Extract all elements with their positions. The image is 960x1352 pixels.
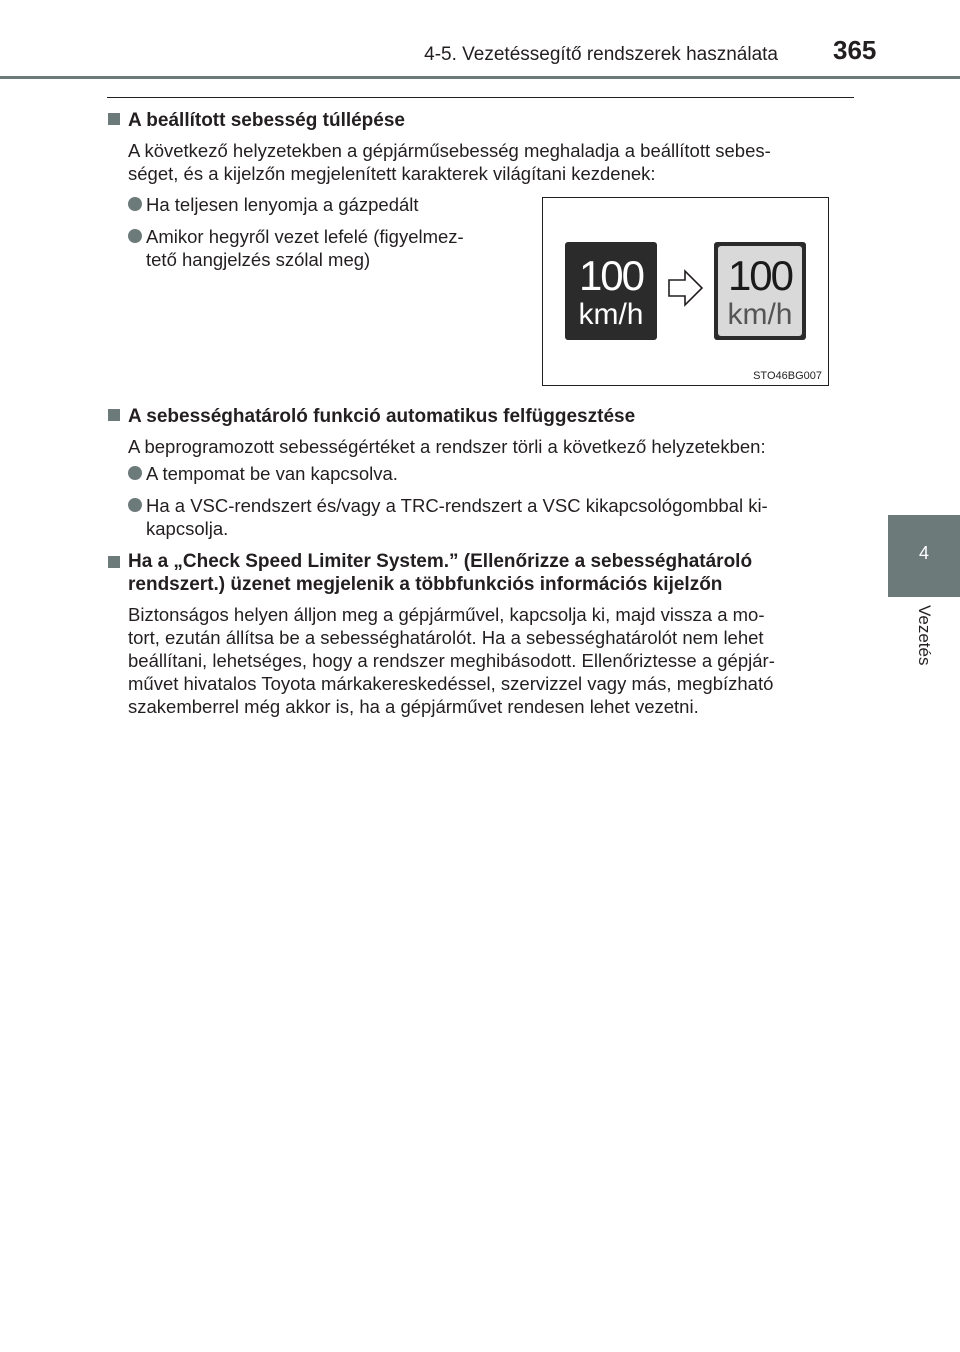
- bullet-line: Ha a VSC-rendszert és/vagy a TRC-rendszert a VSC kikapcsológombbal ki-: [146, 495, 768, 516]
- paragraph-line: beállítani, lehetséges, hogy a rendszer meghibásodott. Ellenőriztesse a gépjár-: [128, 650, 775, 671]
- header-rule: [0, 76, 960, 79]
- speed-display-figure: [542, 197, 829, 386]
- paragraph-line: Biztonságos helyen álljon meg a gépjárművel, kapcsolja ki, majd vissza a mo-: [128, 604, 765, 625]
- speed-display-normal: [565, 242, 657, 340]
- paragraph-line: szakemberrel még akkor is, ha a gépjárművet rendesen lehet vezetni.: [128, 696, 699, 717]
- bullet-line: A tempomat be van kapcsolva.: [146, 463, 398, 484]
- paragraph-line: séget, és a kijelzőn megjelenített karakterek világítani kezdenek:: [128, 163, 656, 184]
- paragraph-line: A beprogramozott sebességértéket a rendszer törli a következő helyzetekben:: [128, 436, 766, 457]
- bullet-line: Ha teljesen lenyomja a gázpedált: [146, 194, 419, 215]
- section-heading: [108, 550, 854, 596]
- chapter-label-text: Vezetés: [915, 605, 934, 666]
- page-number: 365: [833, 35, 877, 65]
- section-heading-line: rendszert.) üzenet megjelenik a többfunkciós információs kijelzőn: [128, 574, 723, 595]
- chapter-tab-number: 4: [918, 543, 929, 563]
- figure-code: STO46BG007: [753, 370, 822, 382]
- bullet-dot-icon: [128, 197, 142, 211]
- paragraph-line: művet hivatalos Toyota márkakereskedéssel, szervizzel vagy más, megbízható: [128, 673, 774, 694]
- speed-unit: km/h: [578, 298, 644, 331]
- section-marker-icon: [108, 556, 120, 568]
- section-marker-icon: [108, 409, 120, 421]
- paragraph-line: A következő helyzetekben a gépjárműsebesség meghaladja a beállított sebes-: [128, 140, 771, 161]
- arrow-right-icon: [667, 268, 705, 308]
- speed-value: 100: [727, 252, 793, 299]
- bullet-item: [128, 225, 520, 271]
- bullet-line: kapcsolja.: [146, 518, 229, 539]
- section-heading: [108, 405, 635, 428]
- section-heading-text: A sebességhatároló funkció automatikus felfüggesztése: [128, 406, 636, 427]
- bullet-line: Amikor hegyről vezet lefelé (figyelmez-: [146, 226, 464, 247]
- bullet-dot-icon: [128, 498, 142, 512]
- speed-display-highlighted: [714, 242, 806, 340]
- bullet-dot-icon: [128, 229, 142, 243]
- section-paragraph: [128, 139, 771, 185]
- bullet-item: [128, 193, 419, 216]
- speed-unit: km/h: [727, 298, 793, 331]
- section-marker-icon: [108, 113, 120, 125]
- bullet-item: [128, 494, 856, 540]
- section-heading-line: Ha a „Check Speed Limiter System.” (Ellenőrizze a sebességhatároló: [128, 551, 753, 572]
- speed-display-inner: [718, 246, 802, 336]
- bullet-item: [128, 462, 398, 485]
- speed-value: 100: [578, 252, 644, 299]
- section-heading: [108, 109, 405, 132]
- content-rule: [107, 97, 854, 98]
- section-paragraph: [128, 603, 854, 718]
- chapter-label: [888, 605, 960, 685]
- header-title: 4-5. Vezetéssegítő rendszerek használata: [424, 44, 778, 65]
- section-paragraph: [128, 435, 766, 458]
- bullet-dot-icon: [128, 466, 142, 480]
- section-heading-text: A beállított sebesség túllépése: [128, 110, 405, 131]
- chapter-tab: [888, 515, 960, 597]
- paragraph-line: tort, ezután állítsa be a sebességhatárolót. Ha a sebességhatárolót nem lehet: [128, 627, 764, 648]
- bullet-line: tető hangjelzés szólal meg): [146, 249, 371, 270]
